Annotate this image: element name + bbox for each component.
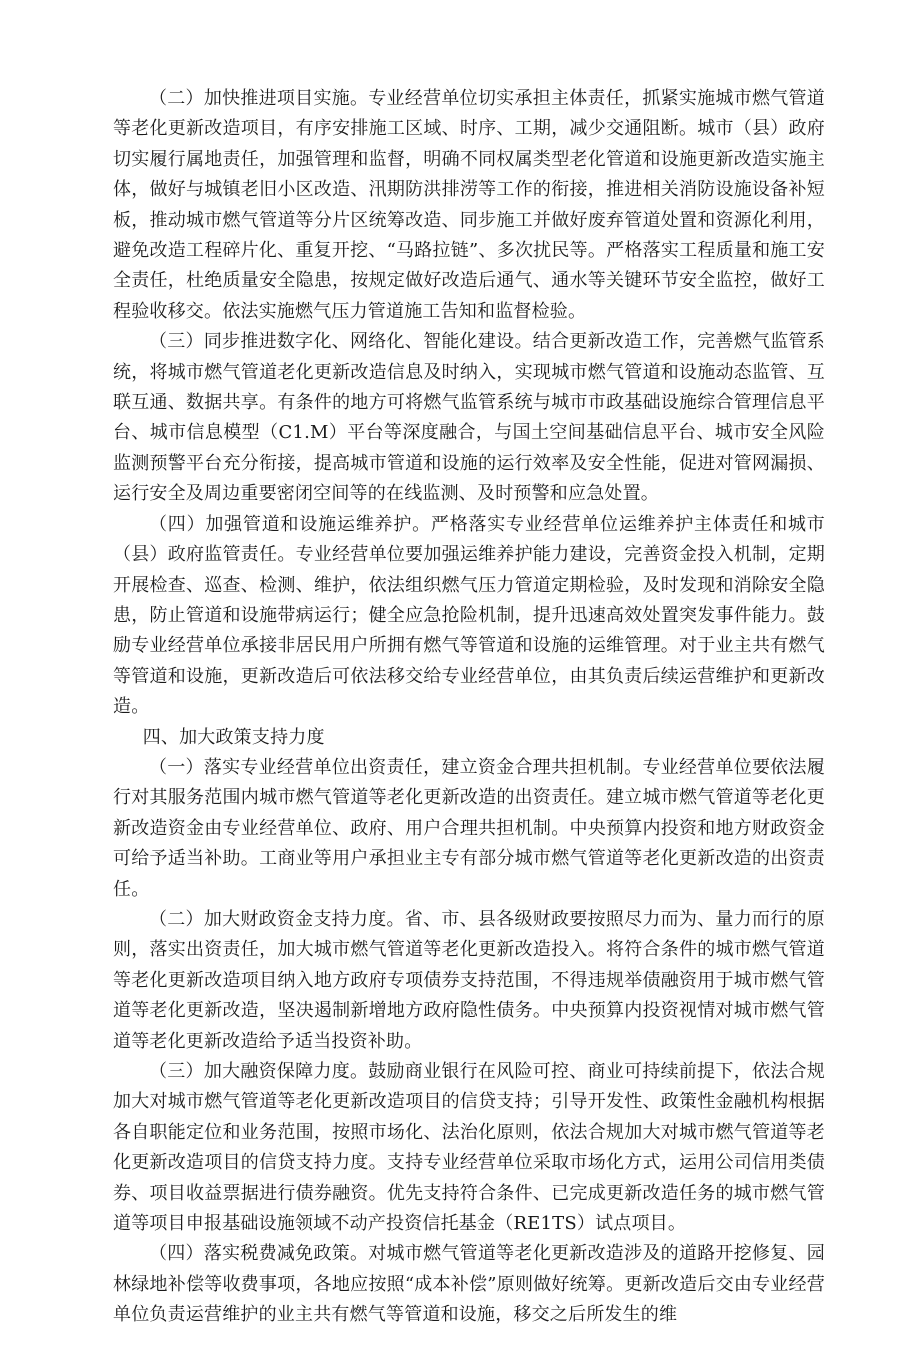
section-heading-policy-support: 四、加大政策支持力度	[142, 726, 325, 748]
paragraph-4-maintenance: （四）加强管道和设施运维养护。严格落实专业经营单位运维养护主体责任和城市（县）政府监管责任。专业经营单位要加强运维养护能力建设，完善资金投入机制，定期开展检查、巡查、检测、维护，依法组织燃气压力管道定期检验，及时发现和消除安全隐患，防止管道和设施带病运行；健全应急抢险机制，提升迅速高效处置突发事件能力。鼓励专业经营单位承接非居民用户所拥有燃气等管道和设施的运维管理。对于业主共有燃气等管道和设施，更新改造后可依法移交给专业经营单位，由其负责后续运营维护和更新改造。	[113, 513, 825, 718]
paragraph-financing-guarantee: （三）加大融资保障力度。鼓励商业银行在风险可控、商业可持续前提下，依法合规加大对城市燃气管道等老化更新改造项目的信贷支持；引导开发性、政策性金融机构根据各自职能定位和业务范围，按照市场化、法治化原则，依法合规加大对城市燃气管道等老化更新改造项目的信贷支持力度。支持专业经营单位采取市场化方式，运用公司信用类债券、项目收益票据进行债券融资。优先支持符合条件、已完成更新改造任务的城市燃气管道等项目申报基础设施领域不动产投资信托基金（RE1TS）试点项目。	[113, 1061, 825, 1235]
paragraph-fiscal-support: （二）加大财政资金支持力度。省、市、县各级财政要按照尽力而为、量力而行的原则，落实出资责任，加大城市燃气管道等老化更新改造投入。将符合条件的城市燃气管道等老化更新改造项目纳入地方政府专项债券支持范围，不得违规举债融资用于城市燃气管道等老化更新改造，坚决遏制新增地方政府隐性债务。中央预算内投资视情对城市燃气管道等老化更新改造给予适当投资补助。	[113, 908, 825, 1052]
document-body	[113, 84, 825, 1331]
paragraph-tax-reduction: （四）落实税费减免政策。对城市燃气管道等老化更新改造涉及的道路开挖修复、园林绿地补偿等收费事项，各地应按照“成本补偿”原则做好统筹。更新改造后交由专业经营单位负责运营维护的业主共有燃气等管道和设施，移交之后所发生的维	[113, 1243, 825, 1326]
paragraph-2-accelerate-project: （二）加快推进项目实施。专业经营单位切实承担主体责任，抓紧实施城市燃气管道等老化更新改造项目，有序安排施工区域、时序、工期，减少交通阻断。城市（县）政府切实履行属地责任，加强管理和监督，明确不同权属类型老化管道和设施更新改造实施主体，做好与城镇老旧小区改造、汛期防洪排涝等工作的衔接，推进相关消防设施设备补短板，推动城市燃气管道等分片区统筹改造、同步施工并做好废弃管道处置和资源化利用，避免改造工程碎片化、重复开挖、“马路拉链”、多次扰民等。严格落实工程质量和施工安全责任，杜绝质量安全隐患，按规定做好改造后通气、通水等关键环节安全监控，做好工程验收移交。依法实施燃气压力管道施工告知和监督检验。	[113, 88, 825, 322]
paragraph-funding-responsibility: （一）落实专业经营单位出资责任，建立资金合理共担机制。专业经营单位要依法履行对其服务范围内城市燃气管道等老化更新改造的出资责任。建立城市燃气管道等老化更新改造资金由专业经营单位、政府、用户合理共担机制。中央预算内投资和地方财政资金可给予适当补助。工商业等用户承担业主专有部分城市燃气管道等老化更新改造的出资责任。	[113, 756, 825, 900]
paragraph-3-digitalization: （三）同步推进数字化、网络化、智能化建设。结合更新改造工作，完善燃气监管系统，将城市燃气管道老化更新改造信息及时纳入，实现城市燃气管道和设施动态监管、互联互通、数据共享。有条件的地方可将燃气监管系统与城市市政基础设施综合管理信息平台、城市信息模型（C1.M）平台等深度融合，与国土空间基础信息平台、城市安全风险监测预警平台充分衔接，提高城市管道和设施的运行效率及安全性能，促进对管网漏损、运行安全及周边重要密闭空间等的在线监测、及时预警和应急处置。	[113, 331, 825, 505]
